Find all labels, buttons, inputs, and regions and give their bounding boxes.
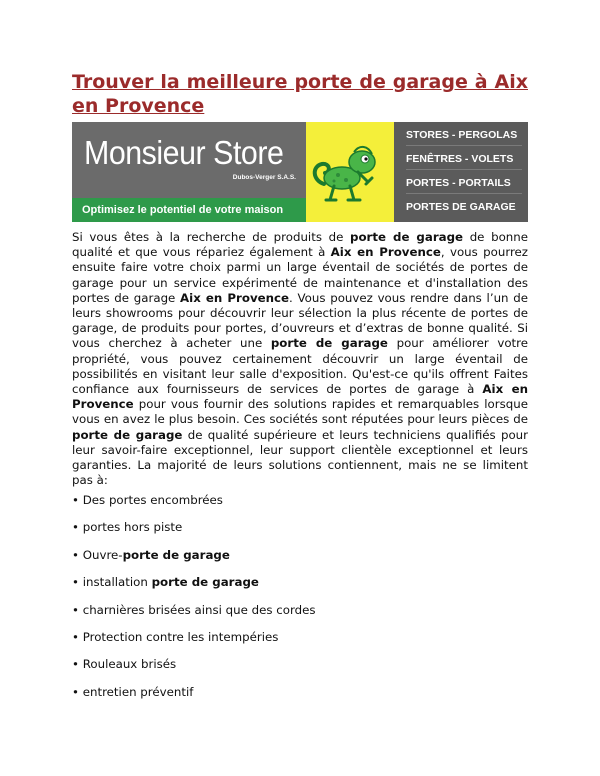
list-item	[72, 574, 528, 601]
service-list	[72, 492, 528, 711]
menu-item-stores: STORES - PERGOLAS	[406, 125, 522, 146]
paragraph-run: , vous pourrez ensuite faire votre choix parmi un large éventail de sociétés de portes de garage pour un service expérimenté de maintenance et d'installation des portes de garage	[72, 245, 529, 305]
tagline-bar	[72, 198, 306, 222]
list-item-text: • Ouvre-	[72, 547, 123, 562]
menu-item-portes-garage: PORTES DE GARAGE	[406, 201, 516, 213]
banner-menu	[394, 122, 528, 222]
list-item-text: • installation	[72, 575, 152, 590]
page-title: Trouver la meilleure porte de garage à Aix en Provence	[72, 71, 528, 117]
list-item-text: • charnières brisées ainsi que des cordes	[72, 602, 316, 617]
list-item-text: • entretien préventif	[72, 684, 194, 699]
list-item-text: • portes hors piste	[72, 520, 183, 535]
paragraph-run: de qualité supérieure et leurs techniciens qualifiés pour leur savoir-faire exceptionnel, leur support clientèle exceptionnel et leurs garanties. La majorité de leurs solutions contiennent, mais ne se limitent pas à:	[72, 427, 529, 488]
brand-name: Monsieur Store	[84, 134, 284, 171]
monsieur-store-banner	[72, 122, 528, 222]
list-item	[72, 547, 528, 574]
brand-subtitle: Dubos-Verger S.A.S.	[232, 174, 296, 181]
keyword-bold: Aix en Provence	[72, 382, 529, 412]
keyword-bold: porte de garage	[72, 427, 183, 442]
paragraph-run: pour améliorer votre propriété, vous pouvez certainement découvrir un large éventail de possibilités en visitant leur salle d'exposition. Qu'est-ce qu'ils offrent Faites confiance aux fournisseurs de services de portes de garage à	[72, 336, 529, 397]
brand-panel	[72, 122, 306, 222]
tagline: Optimisez le potentiel de votre maison	[82, 204, 284, 216]
keyword-bold: Aix en Provence	[330, 245, 441, 260]
menu-item-fenetres: FENÊTRES - VOLETS	[406, 149, 522, 170]
logo-panel	[306, 122, 394, 222]
list-item	[72, 684, 528, 711]
list-item	[72, 656, 528, 683]
paragraph-run: de bonne qualité et que vous répariez également à	[72, 230, 528, 260]
list-item	[72, 519, 528, 546]
paragraph-run: Si vous êtes à la recherche de produits de	[72, 230, 350, 244]
menu-item-portes-portails: PORTES - PORTAILS	[406, 173, 522, 194]
keyword-bold: porte de garage	[350, 230, 464, 244]
paragraph-run: pour vous fournir des solutions rapides et remarquables lorsque vous en avez le plus besoin. Ces sociétés sont réputées pour leurs pièces de	[72, 397, 528, 427]
keyword-bold: porte de garage	[151, 575, 259, 590]
list-item-text: • Des portes encombrées	[72, 493, 223, 507]
list-item-text: • Protection contre les intempéries	[72, 629, 279, 644]
paragraph-run: . Vous pouvez vous rendre dans l’un de leurs showrooms pour découvrir leur sélection la plus récente de portes de garage, de produits pour portes, d’ouvreurs et d’extras de bonne qualité. Si vous cherchez à acheter une	[72, 290, 528, 351]
list-item-text: • Rouleaux brisés	[72, 657, 177, 672]
chameleon-icon	[306, 122, 394, 222]
keyword-bold: porte de garage	[270, 336, 388, 351]
list-item	[72, 629, 528, 656]
keyword-bold: porte de garage	[122, 547, 230, 562]
keyword-bold: Aix en Provence	[180, 290, 290, 305]
list-item	[72, 602, 528, 629]
list-item	[72, 492, 528, 519]
body-paragraph	[72, 230, 528, 488]
